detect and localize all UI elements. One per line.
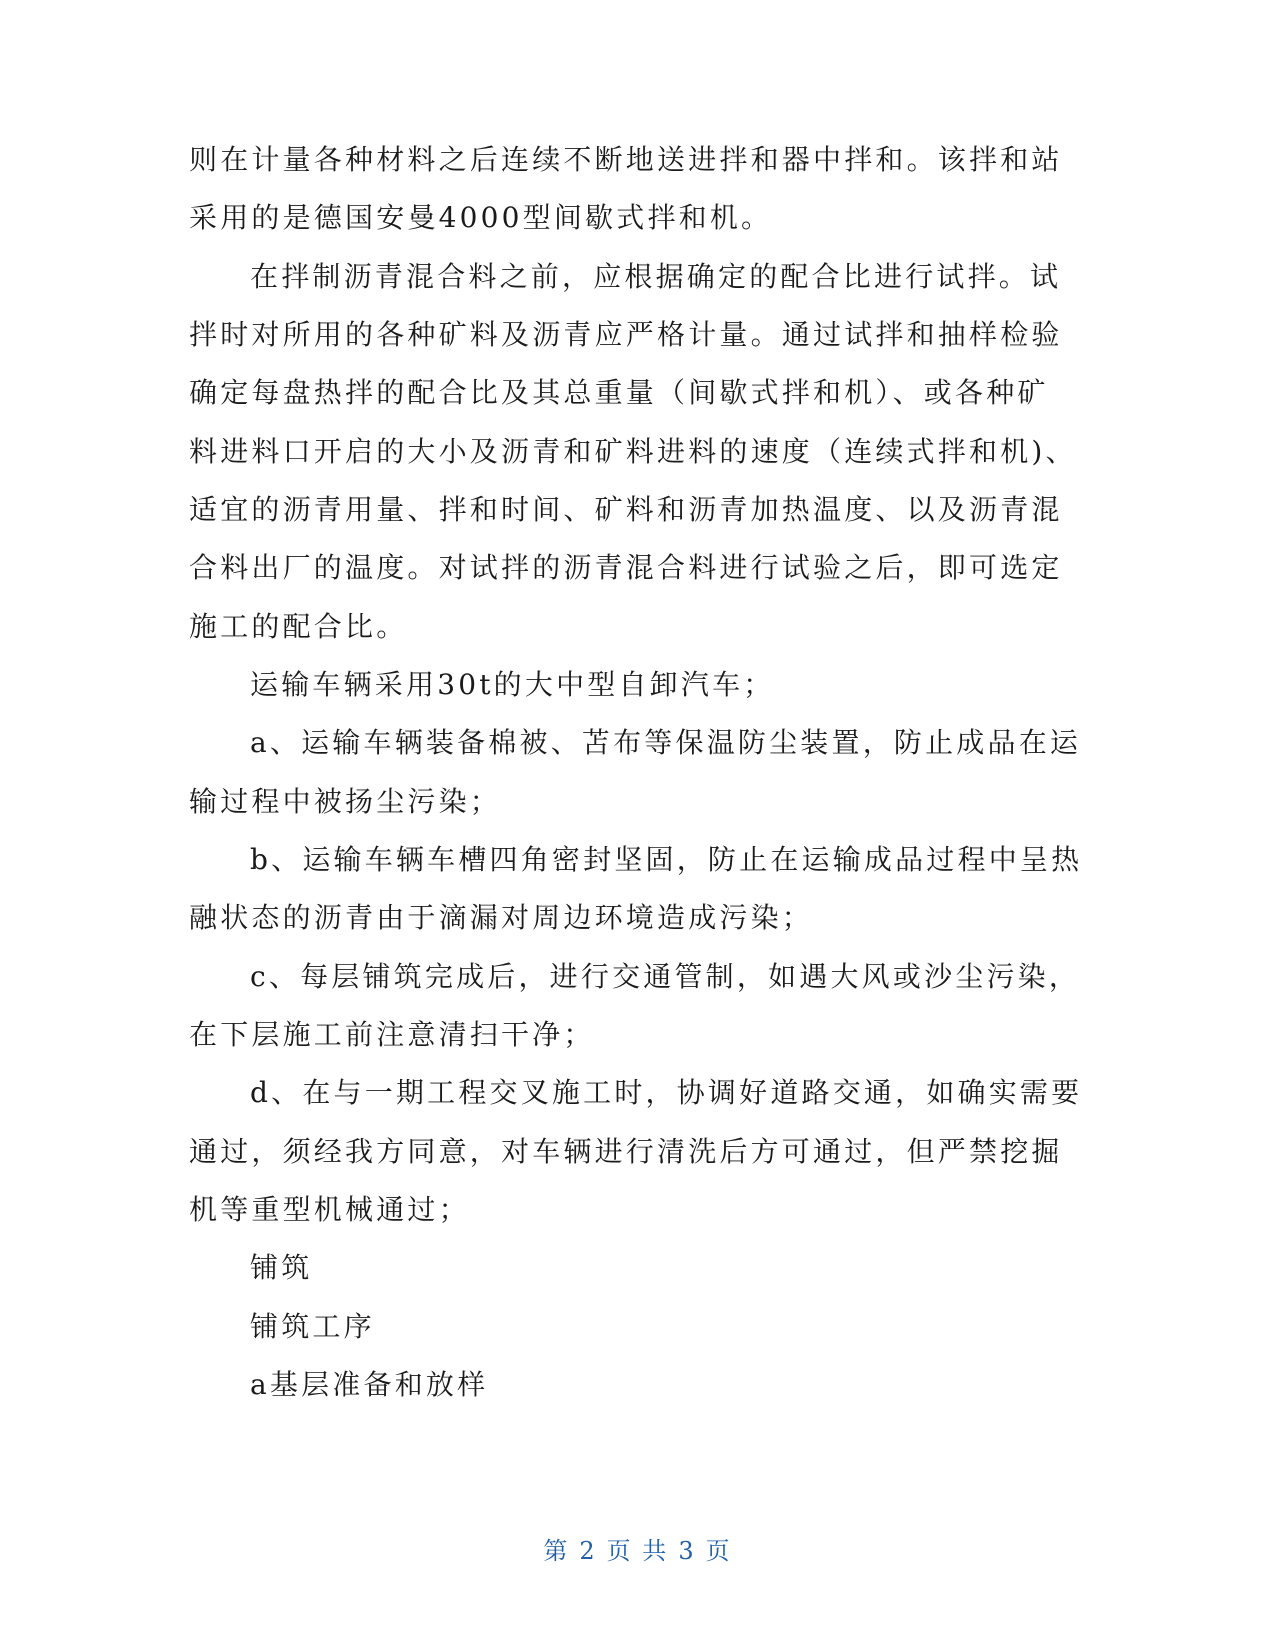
text-line: 合料出厂的温度。对试拌的沥青混合料进行试验之后，即可选定: [189, 551, 1063, 584]
list-item-b-line: b、运输车辆车槽四角密封坚固，防止在运输成品过程中呈热: [250, 843, 1083, 876]
text-line: 在下层施工前注意清扫干净；: [189, 1018, 595, 1051]
text-line: 则在计量各种材料之后连续不断地送进拌和器中拌和。该拌和站: [189, 143, 1063, 176]
subsection-heading: 铺筑工序: [250, 1310, 375, 1343]
text-line: 施工的配合比。: [189, 610, 408, 643]
page-total: 3: [678, 1537, 696, 1565]
step-heading: a基层准备和放样: [250, 1368, 489, 1401]
footer-middle: 页 共: [606, 1537, 669, 1565]
text-line: 拌时对所用的各种矿料及沥青应严格计量。通过试拌和抽样检验: [189, 318, 1063, 351]
footer-prefix: 第: [543, 1537, 570, 1565]
list-item-c-line: c、每层铺筑完成后，进行交通管制，如遇大风或沙尘污染，: [250, 960, 1081, 993]
text-line: 确定每盘热拌的配合比及其总重量（间歇式拌和机）、或各种矿: [189, 376, 1049, 409]
text-line: 输过程中被扬尘污染；: [189, 785, 502, 818]
text-line: 采用的是德国安曼4000型间歇式拌和机。: [189, 201, 773, 234]
text-line: 料进料口开启的大小及沥青和矿料进料的速度（连续式拌和机)、: [189, 435, 1077, 468]
list-item-a-line: a、运输车辆装备棉被、苫布等保温防尘装置，防止成品在运: [250, 726, 1082, 759]
text-line: 融状态的沥青由于滴漏对周边环境造成污染；: [189, 901, 814, 934]
page-footer: [0, 1535, 1275, 1567]
paragraph-start-line: 在拌制沥青混合料之前，应根据确定的配合比进行试拌。试: [250, 260, 1062, 293]
section-heading: 铺筑: [250, 1251, 313, 1284]
page-current: 2: [579, 1537, 597, 1565]
footer-suffix: 页: [705, 1537, 732, 1565]
text-line: 通过，须经我方同意，对车辆进行清洗后方可通过，但严禁挖掘: [189, 1135, 1063, 1168]
list-item-d-line: d、在与一期工程交叉施工时，协调好道路交通，如确实需要: [250, 1076, 1083, 1109]
text-line: 机等重型机械通过；: [189, 1193, 470, 1226]
paragraph-start-line: 运输车辆采用30t的大中型自卸汽车；: [250, 668, 775, 701]
text-line: 适宜的沥青用量、拌和时间、矿料和沥青加热温度、以及沥青混: [189, 493, 1063, 526]
